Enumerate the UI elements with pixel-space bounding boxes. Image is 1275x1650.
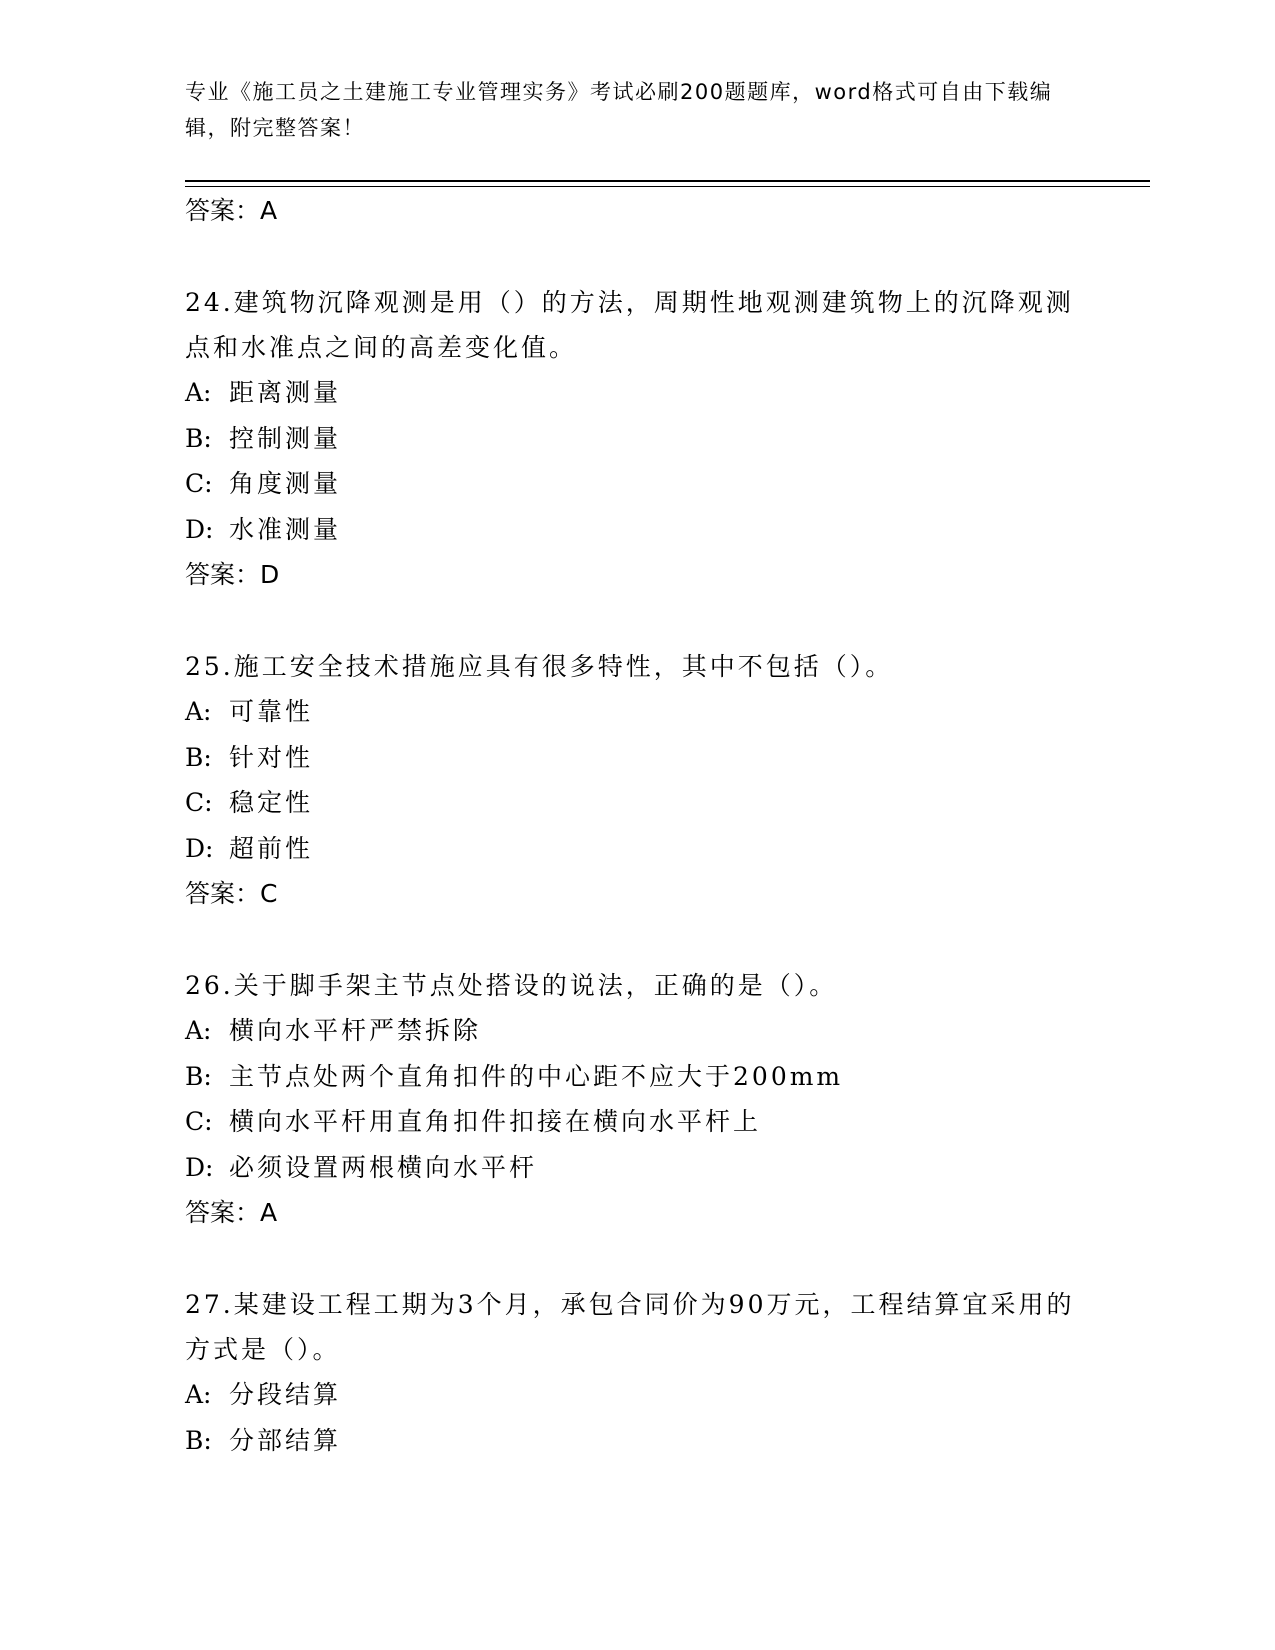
option-c [185,780,1085,826]
option-text: 角度测量 [229,469,342,498]
option-b [185,416,1085,462]
answer-line: 答案：D [185,560,280,589]
option-letter: A: [185,378,212,407]
option-text: 主节点处两个直角扣件的中心距不应大于200mm [229,1061,844,1091]
option-letter: B: [185,1425,212,1455]
header-rule [185,180,1150,182]
option-text: 水准测量 [229,514,342,544]
option-a [185,1372,1085,1418]
option-c [185,1099,1085,1145]
option-b [185,1418,1085,1464]
question-block [185,280,1085,644]
option-a [185,689,1085,735]
option-text: 距离测量 [229,378,342,407]
option-d [185,1145,1085,1191]
option-letter: B: [185,742,212,772]
option-d [185,507,1085,553]
option-letter: C: [185,1107,213,1136]
option-letter: D: [185,1152,214,1182]
option-d [185,826,1085,872]
option-letter: C: [185,788,213,817]
option-b [185,735,1085,781]
question-block [185,963,1085,1282]
option-text: 分段结算 [229,1380,342,1409]
option-text: 横向水平杆严禁拆除 [229,1016,482,1045]
question-text: 24.建筑物沉降观测是用（）的方法，周期性地观测建筑物上的沉降观测点和水准点之间的高差变化值。 [185,288,1074,362]
option-b [185,1054,1085,1100]
answer-line: 答案：C [185,879,278,908]
option-text: 横向水平杆用直角扣件扣接在横向水平杆上 [229,1107,762,1136]
question-block [185,644,1085,963]
option-a [185,1008,1085,1054]
question-text: 26.关于脚手架主节点处搭设的说法，正确的是（）。 [185,971,838,1000]
option-letter: D: [185,514,214,544]
option-letter: C: [185,469,213,498]
option-text: 可靠性 [229,697,314,726]
option-letter: D: [185,833,214,863]
option-c [185,461,1085,507]
option-letter: B: [185,423,212,453]
page-header: 专业《施工员之土建施工专业管理实务》考试必刷200题题库，word格式可自由下载编辑，附完整答案！ [185,80,1053,140]
option-text: 控制测量 [229,423,342,453]
option-letter: A: [185,1380,212,1409]
question-block [185,1282,1085,1463]
option-text: 必须设置两根横向水平杆 [229,1152,538,1182]
question-list [185,188,1085,1463]
option-letter: A: [185,1016,212,1045]
option-letter: B: [185,1061,212,1091]
option-text: 稳定性 [229,788,314,817]
question-text: 25.施工安全技术措施应具有很多特性，其中不包括（）。 [185,652,894,681]
option-text: 分部结算 [229,1425,342,1455]
answer-line: 答案：A [185,196,278,225]
option-letter: A: [185,697,212,726]
option-text: 针对性 [229,742,314,772]
option-a [185,370,1085,416]
answer-line: 答案：A [185,1198,278,1227]
header-rule-thin [185,186,1150,187]
option-text: 超前性 [229,833,314,863]
question-text: 27.某建设工程工期为3个月，承包合同价为90万元，工程结算宜采用的方式是（）。 [185,1290,1075,1364]
